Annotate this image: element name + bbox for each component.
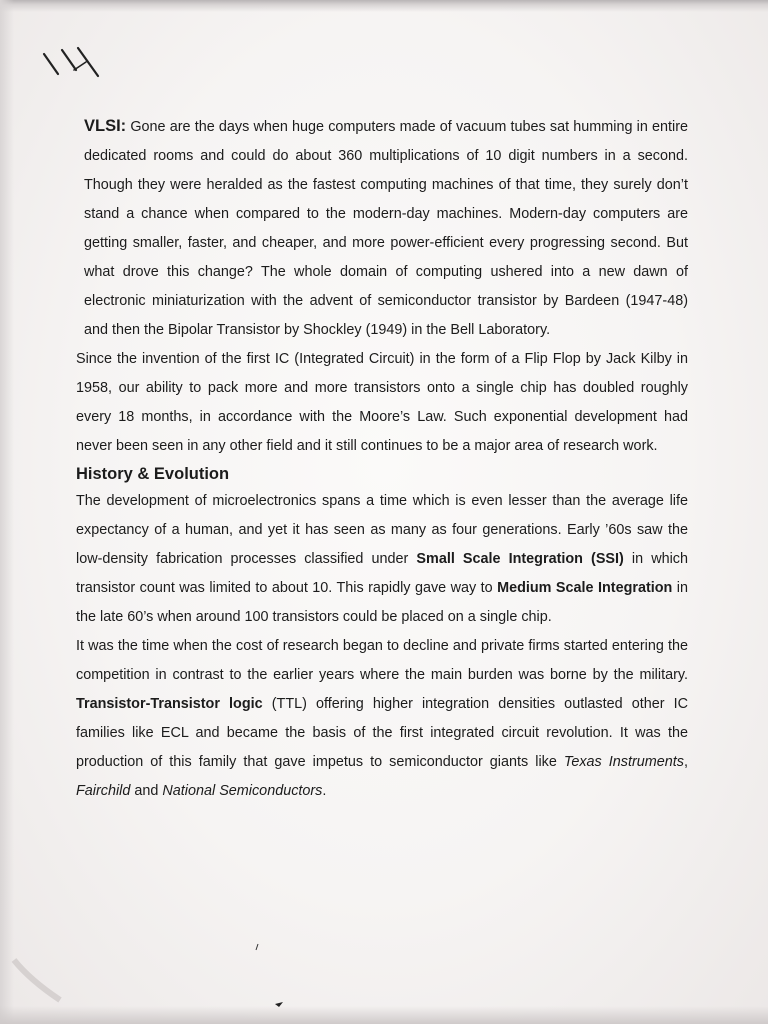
intro-label: VLSI:: [84, 117, 127, 135]
document-body: [76, 112, 688, 806]
history-p2-text-4: and: [130, 783, 163, 799]
history-p2-italic-1: Texas Instruments: [563, 754, 684, 770]
section-heading: History & Evolution: [76, 465, 230, 483]
intro-paragraph: [76, 112, 688, 345]
history-p1-text-2: in which transistor count was limited to about 10. This rapidly gave way to: [76, 551, 689, 596]
history-p2-text-2: (TTL) offering higher integration densities outlasted other IC families like ECL and became the basis of the first integrated circuit revolution. It was the production of this family that gave impetus to semiconductor giants like: [76, 696, 688, 770]
ic-history-paragraph: Since the invention of the first IC (Integrated Circuit) in the form of a Flip Flop by Jack Kilby in 1958, our ability to pack more and more transistors onto a single chip has doubled roughly every 18 months, in accordance with the Moore’s Law. Such exponential development had never been seen in any other field and it still continues to be a major area of research work.: [76, 351, 688, 454]
history-p2-text-5: .: [322, 783, 327, 799]
history-p2-text-3: ,: [683, 754, 688, 770]
history-p2-bold-1: Transistor-Transistor logic: [76, 696, 263, 712]
history-p1-text-3: in the late 60’s when around 100 transistors could be placed on a single chip.: [76, 580, 688, 625]
intro-text: Gone are the days when huge computers made of vacuum tubes sat humming in entire dedicated rooms and could do about 360 multiplications of 10 digit numbers in a second. Though they were heralded as the fastest computing machines of that time, they surely don’t stand a chance when compared to the modern-day machines. Modern-day computers are getting smaller, faster, and cheaper, and more power-efficient every progressing second. But what drove this change? The whole domain of computing ushered into a new dawn of electronic miniaturization with the advent of semiconductor transistor by Bardeen (1947-48) and then the Bipolar Transistor by Shockley (1949) in the Bell Laboratory.: [84, 119, 689, 338]
history-p2-text-1: It was the time when the cost of research began to decline and private firms started entering the competition in contrast to the earlier years where the main burden was borne by the military.: [76, 638, 688, 683]
history-p1-text-1: The development of microelectronics spans a time which is even lesser than the average life expectancy of a human, and yet it has seen as many as four generations. Early ’60s saw the low-density fabrication processes classified under: [76, 493, 688, 567]
history-paragraph-2: [76, 632, 688, 806]
history-p2-italic-3: National Semiconductors: [162, 783, 323, 799]
history-p2-italic-2: Fairchild: [76, 783, 131, 799]
history-p1-bold-1: Small Scale Integration (SSI): [416, 551, 624, 567]
history-paragraph-1: [76, 487, 688, 632]
history-p1-bold-2: Medium Scale Integration: [497, 580, 673, 596]
